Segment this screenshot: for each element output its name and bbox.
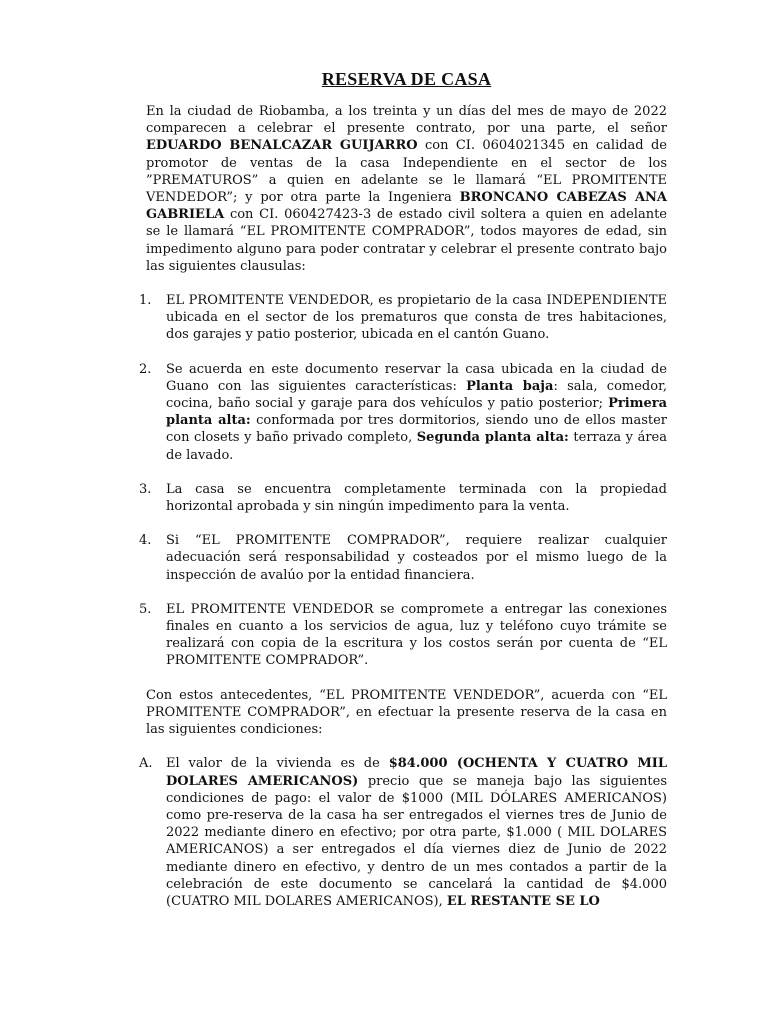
clause-3 bbox=[139, 481, 667, 515]
clause-bold: Primera planta alta: bbox=[166, 396, 667, 429]
clause-text: EL PROMITENTE VENDEDOR se compromete a entregar las conexiones finales en cuanto a los servicios de agua, luz y teléfono cuyo trámite se realizará con copia de la escritura y los costos serán por cuenta de “EL PROMITENTE COMPRADOR”. bbox=[166, 601, 667, 669]
clause-text: EL PROMITENTE VENDEDOR, es propietario de la casa INDEPENDIENTE ubicada en el sector de los prematuros que consta de tres habitaciones, dos garajes y patio posterior, ubicada en el cantón Guano. bbox=[166, 293, 667, 343]
clause-number: 5. bbox=[139, 601, 152, 617]
condition-text: precio que se maneja bajo las siguientes condiciones de pago: el valor de $1000 (MIL DÓLARES AMERICANOS) como pre-reserva de la casa ha ser entregados el viernes tres de Junio de 2022 mediante dinero en efectivo; por otra parte, $1.000 ( MIL DOLARES AMERICANOS) a ser entregados el día viernes diez de Junio de 2022 mediante dinero en efectivo, y dentro de un mes contados a partir de la celebración de este documento se cancelará la cantidad de $4.000 (CUATRO MIL DOLARES AMERICANOS), bbox=[166, 773, 667, 909]
clause-text: Si “EL PROMITENTE COMPRADOR”, requiere realizar cualquier adecuación será responsabilidad y costeados por el mismo luego de la inspección de avalúo por la entidad financiera. bbox=[166, 533, 667, 583]
condition-bold: EL RESTANTE SE LO bbox=[446, 893, 600, 909]
intro-text: con CI. 060427423-3 de estado civil soltera a quien en adelante se le llamará “EL PROMITENTE COMPRADOR”, todos mayores de edad, sin impedimento alguno para poder contratar y celebrar el presente contrato bajo las siguientes clausulas: bbox=[146, 207, 667, 274]
condition-text: El valor de la vivienda es de bbox=[166, 756, 389, 772]
clause-text: La casa se encuentra completamente terminada con la propiedad horizontal aprobada y sin ningún impedimento para la venta. bbox=[166, 481, 667, 515]
clause-number: 4. bbox=[139, 533, 152, 549]
clause-number: 2. bbox=[139, 361, 152, 377]
intro-text: En la ciudad de Riobamba, a los treinta y un días del mes de mayo de 2022 comparecen a celebrar el presente contrato, por una parte, el señor bbox=[146, 104, 667, 137]
clauses-list bbox=[139, 292, 667, 670]
condition-a bbox=[139, 755, 668, 910]
intro-paragraph bbox=[146, 103, 667, 275]
clause-5 bbox=[139, 601, 667, 670]
clause-text: : sala, comedor, cocina, baño social y garaje para dos vehículos y patio posterior; bbox=[166, 378, 667, 412]
document-title: RESERVA DE CASA bbox=[321, 69, 492, 89]
clause-bold: Planta baja bbox=[466, 378, 554, 394]
clause-2 bbox=[139, 361, 667, 464]
clause-bold: Segunda planta alta: bbox=[416, 430, 569, 446]
clause-number: 1. bbox=[139, 293, 152, 309]
clause-4 bbox=[139, 532, 667, 584]
clause-text: conformada por tres dormitorios, siendo uno de ellos master con closets y baño privado completo, bbox=[166, 413, 667, 446]
intro-text: con CI. 0604021345 en calidad de promotor de ventas de la casa Independiente en el sector de los ”PREMATUROS” a quien en adelante se le llamará “EL PROMITENTE VENDEDOR”; y por otra parte la Ingeniera bbox=[146, 138, 667, 206]
buyer-name: BRONCANO CABEZAS ANA GABRIELA bbox=[146, 190, 667, 223]
clause-number: 3. bbox=[139, 481, 152, 497]
clause-text: Se acuerda en este documento reservar la casa ubicada en la ciudad de Guano con las siguientes características: bbox=[166, 361, 667, 394]
condition-letter: A. bbox=[139, 756, 153, 772]
clause-text: terraza y área de lavado. bbox=[166, 430, 667, 463]
price-bold: $84.000 (OCHENTA Y CUATRO MIL DOLARES AMERICANOS) bbox=[166, 756, 668, 789]
conditions-list bbox=[139, 755, 668, 910]
seller-name: EDUARDO BENALCAZAR GUIJARRO bbox=[146, 138, 418, 154]
antecedentes-paragraph: Con estos antecedentes, “EL PROMITENTE VENDEDOR”, acuerda con “EL PROMITENTE COMPRADOR”, en efectuar la presente reserva de la casa en las siguientes condiciones: bbox=[146, 687, 667, 738]
clause-1 bbox=[139, 292, 667, 344]
